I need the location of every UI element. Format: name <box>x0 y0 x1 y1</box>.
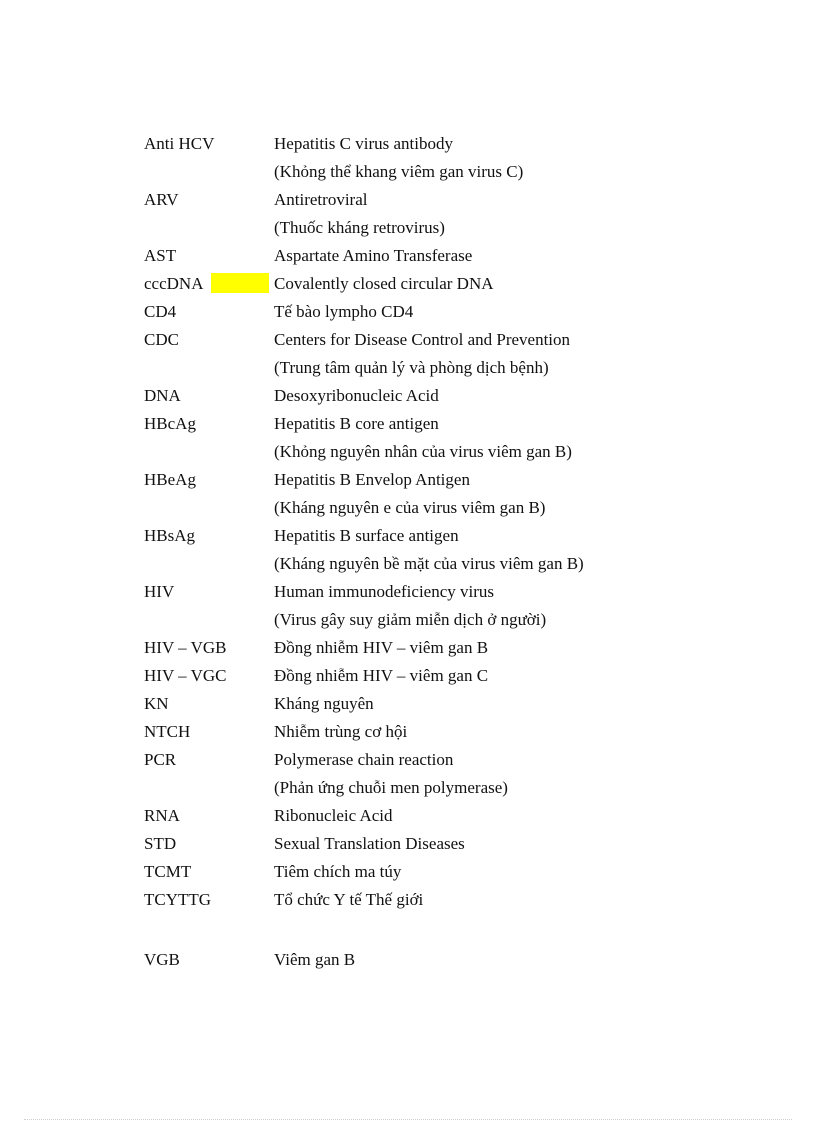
abbreviation-row <box>144 272 704 300</box>
definition-line: (Virus gây suy giảm miễn dịch ở người) <box>274 610 547 629</box>
abbreviation-term: RNA <box>144 806 180 825</box>
abbreviation-row <box>144 748 704 804</box>
definition-line: Sexual Translation Diseases <box>274 834 465 853</box>
abbreviation-term: AST <box>144 246 177 265</box>
abbreviation-term: ARV <box>144 190 179 209</box>
definition-line: Aspartate Amino Transferase <box>274 246 473 265</box>
definition-line: Desoxyribonucleic Acid <box>274 386 439 405</box>
abbreviation-row <box>144 948 704 976</box>
abbreviation-row <box>144 384 704 412</box>
abbreviation-term: CDC <box>144 330 179 349</box>
definition-line: Hepatitis B core antigen <box>274 414 439 433</box>
abbreviation-row <box>144 524 704 580</box>
definition-line: (Trung tâm quản lý và phòng dịch bệnh) <box>274 358 549 377</box>
definition-line: Tổ chức Y tế Thế giới <box>274 890 424 909</box>
abbreviation-row <box>144 132 704 188</box>
abbreviation-term: Anti HCV <box>144 134 215 153</box>
abbreviation-row <box>144 412 704 468</box>
abbreviation-term: PCR <box>144 750 177 769</box>
abbreviation-term: HBeAg <box>144 470 196 489</box>
definition-line: Đồng nhiễm HIV – viêm gan B <box>274 638 489 657</box>
abbreviation-term: NTCH <box>144 722 191 741</box>
definition-line: Tiêm chích ma túy <box>274 862 402 881</box>
definition-line: (Kháng nguyên bề mặt của virus viêm gan B) <box>274 554 584 573</box>
abbreviation-row <box>144 244 704 272</box>
definition-line: (Phản ứng chuỗi men polymerase) <box>274 778 508 797</box>
abbreviation-row <box>144 692 704 720</box>
page-bottom-rule <box>24 1119 792 1120</box>
definition-line: Covalently closed circular DNA <box>274 274 494 293</box>
abbreviation-row <box>144 188 704 244</box>
abbreviation-term: CD4 <box>144 302 177 321</box>
abbreviation-row <box>144 720 704 748</box>
abbreviation-row <box>144 300 704 328</box>
definition-line: Hepatitis B surface antigen <box>274 526 459 545</box>
abbreviation-term: DNA <box>144 386 181 405</box>
abbreviation-term: TCYTTG <box>144 890 212 909</box>
abbreviation-term: VGB <box>144 950 180 969</box>
abbreviation-term: cccDNA <box>144 272 274 296</box>
abbreviation-row <box>144 636 704 664</box>
definition-line: Ribonucleic Acid <box>274 806 393 825</box>
abbreviation-term: TCMT <box>144 862 192 881</box>
abbreviation-row <box>144 580 704 636</box>
abbreviation-row <box>144 832 704 860</box>
abbreviation-term: HBcAg <box>144 414 196 433</box>
abbreviation-row <box>144 804 704 832</box>
definition-line: Human immunodeficiency virus <box>274 582 495 601</box>
definition-line: (Khỏng thể khang viêm gan virus C) <box>274 162 524 181</box>
definition-line: Viêm gan B <box>274 950 356 969</box>
abbreviation-term: KN <box>144 694 169 713</box>
definition-line: (Khỏng nguyên nhân của virus viêm gan B) <box>274 442 572 461</box>
definition-line: Centers for Disease Control and Prevention <box>274 330 571 349</box>
abbreviation-term: HIV – VGC <box>144 666 227 685</box>
abbreviation-row <box>144 468 704 524</box>
abbreviation-term: HBsAg <box>144 526 196 545</box>
definition-line: Kháng nguyên <box>274 694 374 713</box>
abbreviation-term: STD <box>144 834 177 853</box>
definition-line: (Kháng nguyên e của virus viêm gan B) <box>274 498 546 517</box>
definition-line: Hepatitis C virus antibody <box>274 134 453 153</box>
definition-line: (Thuốc kháng retrovirus) <box>274 218 445 237</box>
abbreviation-row <box>144 888 704 916</box>
blank-line <box>144 916 704 948</box>
definition-line: Tế bào lympho CD4 <box>274 302 414 321</box>
abbreviation-term: HIV <box>144 582 175 601</box>
definition-line: Antiretroviral <box>274 190 368 209</box>
definition-line: Nhiễm trùng cơ hội <box>274 722 408 741</box>
yellow-highlight <box>211 273 269 293</box>
abbreviation-term: HIV – VGB <box>144 638 227 657</box>
abbreviation-row <box>144 664 704 692</box>
definition-line: Hepatitis B Envelop Antigen <box>274 470 470 489</box>
abbreviation-list <box>144 132 704 976</box>
abbreviation-row <box>144 860 704 888</box>
definition-line: Đồng nhiễm HIV – viêm gan C <box>274 666 489 685</box>
abbreviation-row <box>144 328 704 384</box>
definition-line: Polymerase chain reaction <box>274 750 454 769</box>
